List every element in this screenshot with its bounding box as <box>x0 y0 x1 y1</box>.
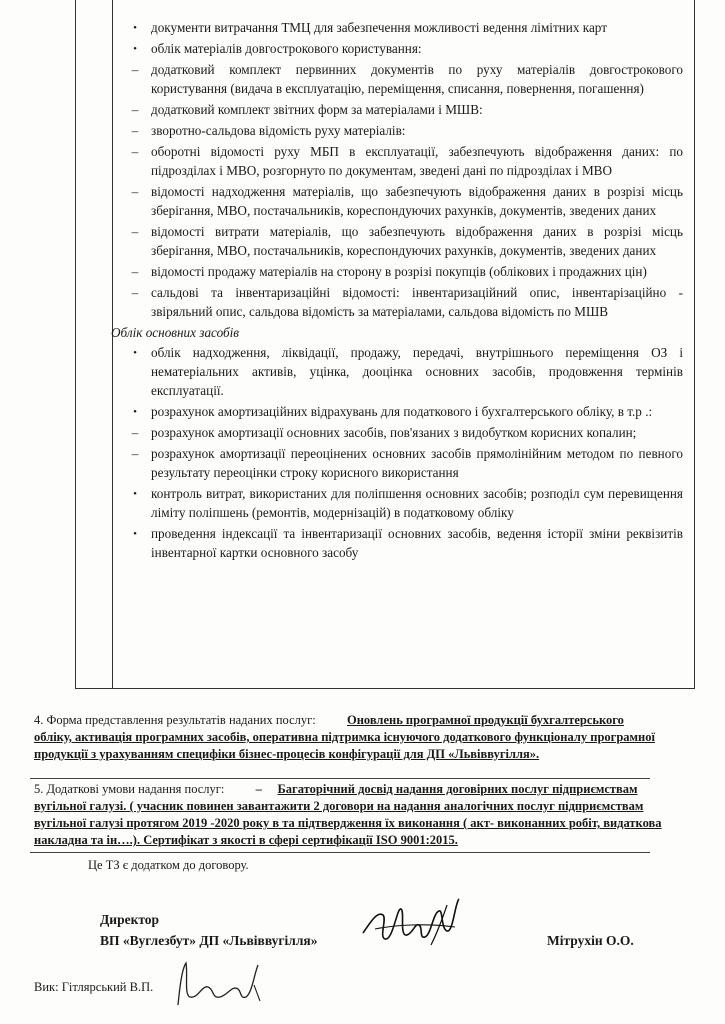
list-item-text: контроль витрат, використаних для поліпшення основних засобів; розподіл сум перевищення ліміту поліпшень (ремонтів, модернізацій) в податковому обліку <box>151 486 683 520</box>
dash-marker: – <box>131 285 139 300</box>
list-item <box>113 283 683 321</box>
bullet-marker: • <box>133 406 137 418</box>
list-item <box>113 262 683 281</box>
list-item <box>113 60 683 98</box>
dash-marker: – <box>131 446 139 461</box>
bullet-marker: • <box>133 488 137 500</box>
list-item <box>113 444 683 482</box>
director-signature-icon <box>355 893 465 953</box>
dash-marker: – <box>131 144 139 159</box>
list-item <box>113 423 683 442</box>
list-item-text: документи витрачання ТМЦ для забезпечення можливості ведення лімітних карт <box>151 20 607 35</box>
dash-marker: – <box>131 123 139 138</box>
list-item-text: облік матеріалів довгострокового користування: <box>151 41 422 56</box>
list-item-text: проведення індексації та інвентаризації основних засобів, ведення історії зміни реквізитів інвентарної картки основного засобу <box>151 526 683 560</box>
list-item <box>113 222 683 260</box>
director-title: Директор <box>100 912 160 927</box>
bullet-marker: • <box>133 22 137 34</box>
director-organization: ВП «Вуглезбут» ДП «Львіввугілля» <box>100 933 318 948</box>
requirements-list <box>113 18 683 564</box>
list-item <box>113 100 683 119</box>
director-name: Мітрухін О.О. <box>547 933 634 948</box>
list-item <box>113 182 683 220</box>
list-item <box>113 402 683 421</box>
list-item-text: сальдові та інвентаризаційні відомості: інвентаризаційний опис, інвентарізаційно - звіряльний опис, сальдова відомість за матеріалами, сальдова відомість по МШВ <box>151 285 683 319</box>
divider-line <box>30 778 650 779</box>
list-item-text: додатковий комплект первинних документів по руху матеріалів довгострокового користування (видача в експлуатацію, переміщення, списання, повернення, погашення) <box>151 62 683 96</box>
section-5-value: Багаторічний досвід надання договірних послуг підприємствам вугільної галузі. ( учасник повинен завантажити 2 договори на надання аналогічних послуг підприємствам вугільної галузі протягом 2019 -2020 року в та підтвердження їх виконання ( акт- виконанних робіт, видаткова накладна та ін….). Сертифікат з якості в сфері сертифікації ISO 9001:2015. <box>34 782 662 847</box>
section-4-label: 4. Форма представлення результатів наданих послуг: <box>34 713 316 727</box>
list-item-text: розрахунок амортизаційних відрахувань для податкового і бухгалтерського обліку, в т.р .: <box>151 404 653 419</box>
list-item <box>113 142 683 180</box>
dash-marker: – <box>131 224 139 239</box>
table-border-left <box>75 0 76 688</box>
list-item <box>113 343 683 400</box>
dash-marker: – <box>131 62 139 77</box>
list-item <box>113 484 683 522</box>
list-item-text: облік надходження, ліквідації, продажу, передачі, внутрішнього переміщення ОЗ і нематеріальних активів, уцінка, дооцінка основних засобів, продовження термінів експлуатації. <box>151 345 683 398</box>
list-item-text: відомості продажу матеріалів на сторону в розрізі покупців (облікових і продажних цін) <box>151 264 647 279</box>
dash-marker: – <box>131 184 139 199</box>
section-5-label: 5. Додаткові умови надання послуг: <box>34 782 225 796</box>
executor-signature-icon <box>168 955 268 1010</box>
list-item-text: розрахунок амортизації переоцінених основних засобів прямолінійним методом по певного результату переоцінки строку корисного використання <box>151 446 683 480</box>
section-5-additional-conditions <box>34 781 664 849</box>
list-item <box>113 121 683 140</box>
divider-line <box>30 852 650 853</box>
section-4-result-form <box>34 712 664 763</box>
list-item <box>113 18 683 37</box>
dash-marker: – <box>131 102 139 117</box>
bullet-marker: • <box>133 528 137 540</box>
list-item-text: розрахунок амортизації основних засобів, пов'язаних з видобутком корисних копалин; <box>151 425 637 440</box>
list-item <box>113 524 683 562</box>
executor-label: Вик: Гітлярський В.П. <box>34 980 154 994</box>
dash-marker: – <box>131 425 139 440</box>
list-item-text: оборотні відомості руху МБП в експлуатації, забезпечують відображення даних: по підрозділах і МВО, розгорнуто по документам, зведені дані по підрозділах і МВО <box>151 144 683 178</box>
section-4-value: Оновлень програмної продукції бухгалтерського обліку, активація програмних засобів, оперативна підтримка існуючого додаткового функціоналу програмної продукції з урахуванням специфіки бізнес-процесів конфігурації для ДП «Львіввугілля». <box>34 713 655 761</box>
bullet-marker: • <box>133 347 137 359</box>
list-item <box>113 39 683 58</box>
dash-marker: – <box>131 264 139 279</box>
attachment-note: Це ТЗ є додатком до договору. <box>88 858 249 872</box>
list-item-text: зворотно-сальдова відомість руху матеріалів: <box>151 123 406 138</box>
bullet-marker: • <box>133 43 137 55</box>
section-heading-fixed-assets: Облік основних засобів <box>111 325 240 340</box>
list-item-text: відомості надходження матеріалів, що забезпечують відображення даних в розрізі місць зберігання, МВО, постачальників, кореспондуючих рахунків, документів, зведених даних <box>151 184 683 218</box>
section-5-dash: – <box>255 782 262 796</box>
table-border-bottom <box>75 688 695 689</box>
list-item-text: відомості витрати матеріалів, що забезпечують відображення даних в розрізі місць зберігання, МВО, постачальників, кореспондуючих рахунків, документів, зведених даних <box>151 224 683 258</box>
table-border-right <box>694 0 695 688</box>
list-item-text: додатковий комплект звітних форм за матеріалами і МШВ: <box>151 102 483 117</box>
